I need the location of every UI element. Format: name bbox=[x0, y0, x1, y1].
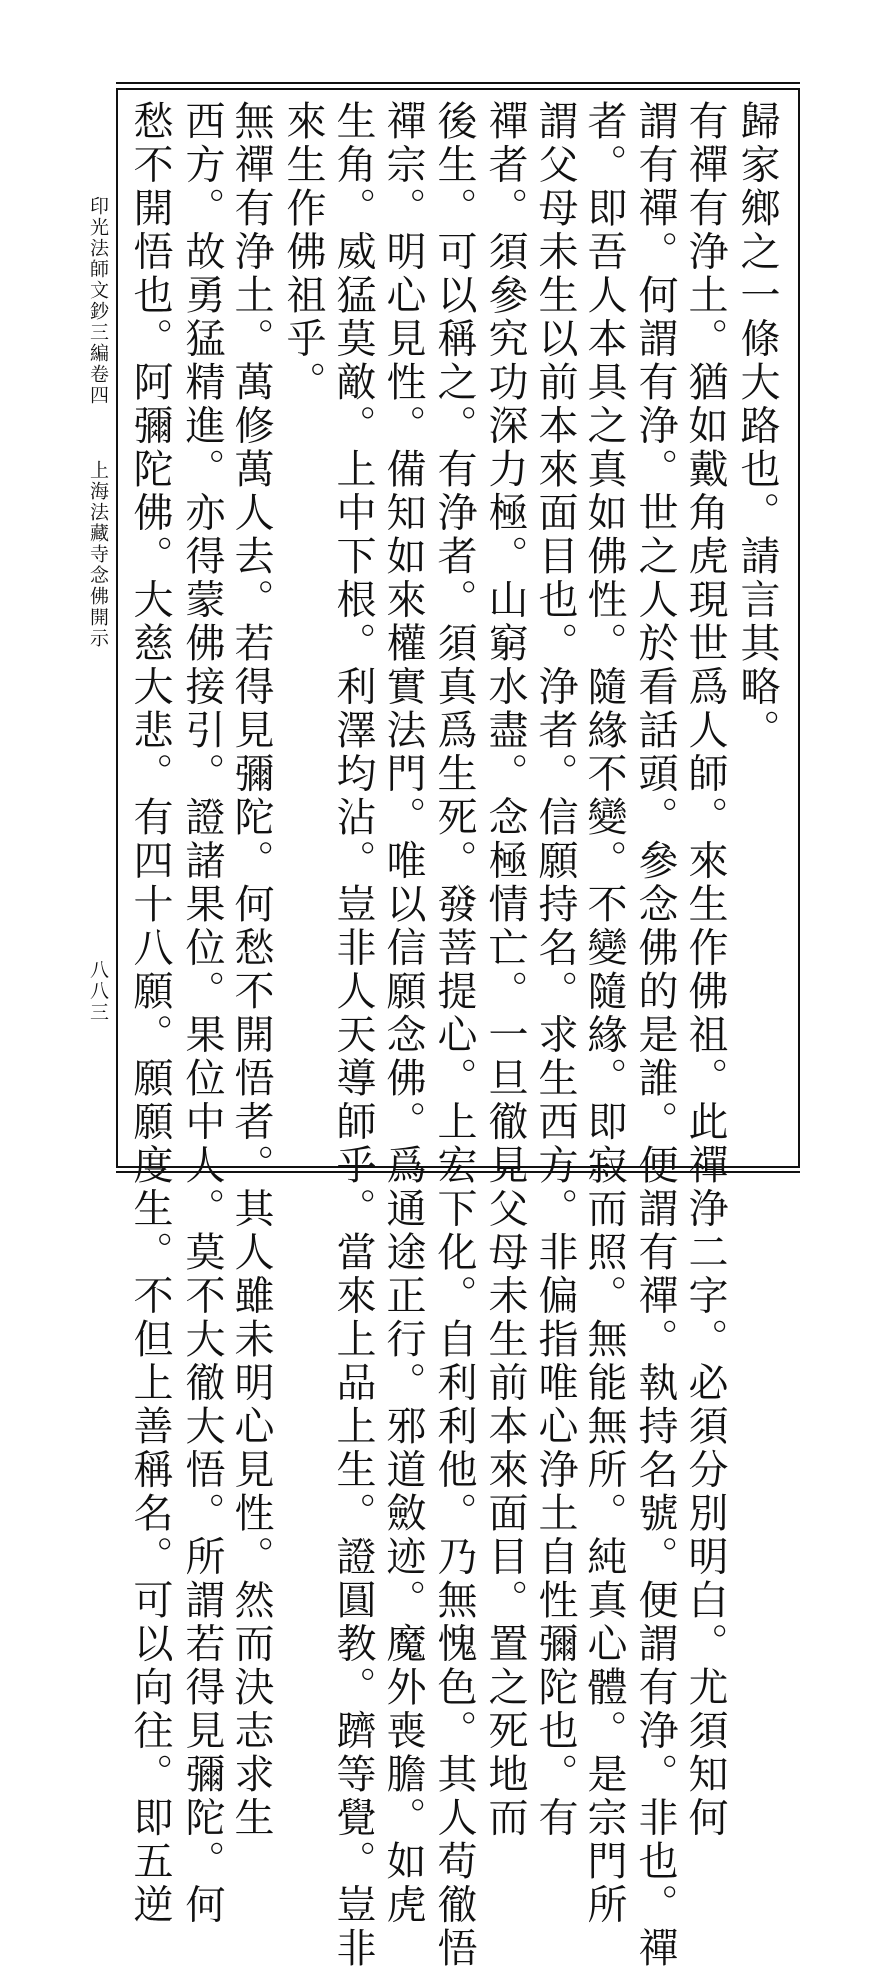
text-column-8: 禪宗。明心見性。備知如來權實法門。唯以信願念佛。爲通途正行。邪道斂迹。魔外喪膽。如虎 bbox=[380, 100, 426, 1927]
text-column-11: 無禪有浄土。萬修萬人去。若得見彌陀。何愁不開悟者。其人雖未明心見性。然而決志求生 bbox=[228, 100, 274, 1840]
text-column-2: 有禪有浄土。猶如戴角虎現世爲人師。來生作佛祖。此禪浄二字。必須分別明白。尤須知何 bbox=[682, 100, 728, 1840]
book-title: 印光法師文鈔三編卷四 bbox=[87, 196, 109, 406]
text-column-7: 後生。可以稱之。有浄者。須真爲生死。發菩提心。上宏下化。自利利他。乃無愧色。其人苟徹悟 bbox=[431, 100, 477, 1971]
top-border-rule bbox=[116, 82, 800, 84]
text-column-9: 生角。威猛莫敵。上中下根。利澤均沾。豈非人天導師乎。當來上品上生。證圓教。躋等覺。豈非 bbox=[330, 100, 376, 1971]
text-column-3: 謂有禪。何謂有浄。世之人於看話頭。參念佛的是誰。便謂有禪。執持名號。便謂有浄。非也。禪 bbox=[632, 100, 678, 1971]
text-column-4: 者。即吾人本具之真如佛性。隨緣不變。不變隨緣。即寂而照。無能無所。純真心體。是宗門所 bbox=[581, 100, 627, 1927]
text-column-12: 西方。故勇猛精進。亦得蒙佛接引。證諸果位。果位中人。莫不大徹大悟。所謂若得見彌陀。何 bbox=[179, 100, 225, 1927]
text-column-5: 謂父母未生以前本來面目也。浄者。信願持名。求生西方。非偏指唯心浄土自性彌陀也。有 bbox=[532, 100, 578, 1840]
text-column-6: 禪者。須參究功深力極。山窮水盡。念極情亡。一旦徹見父母未生前本來面目。置之死地而 bbox=[482, 100, 528, 1840]
section-title: 上海法藏寺念佛開示 bbox=[87, 460, 109, 649]
text-column-1: 歸家鄉之一條大路也。請言其略。 bbox=[734, 100, 780, 753]
text-column-10: 來生作佛祖乎。 bbox=[280, 100, 326, 405]
text-column-13: 愁不開悟也。阿彌陀佛。大慈大悲。有四十八願。願願度生。不但上善稱名。可以向往。即五逆 bbox=[127, 100, 173, 1927]
page-number: 八八三 bbox=[87, 960, 109, 1023]
